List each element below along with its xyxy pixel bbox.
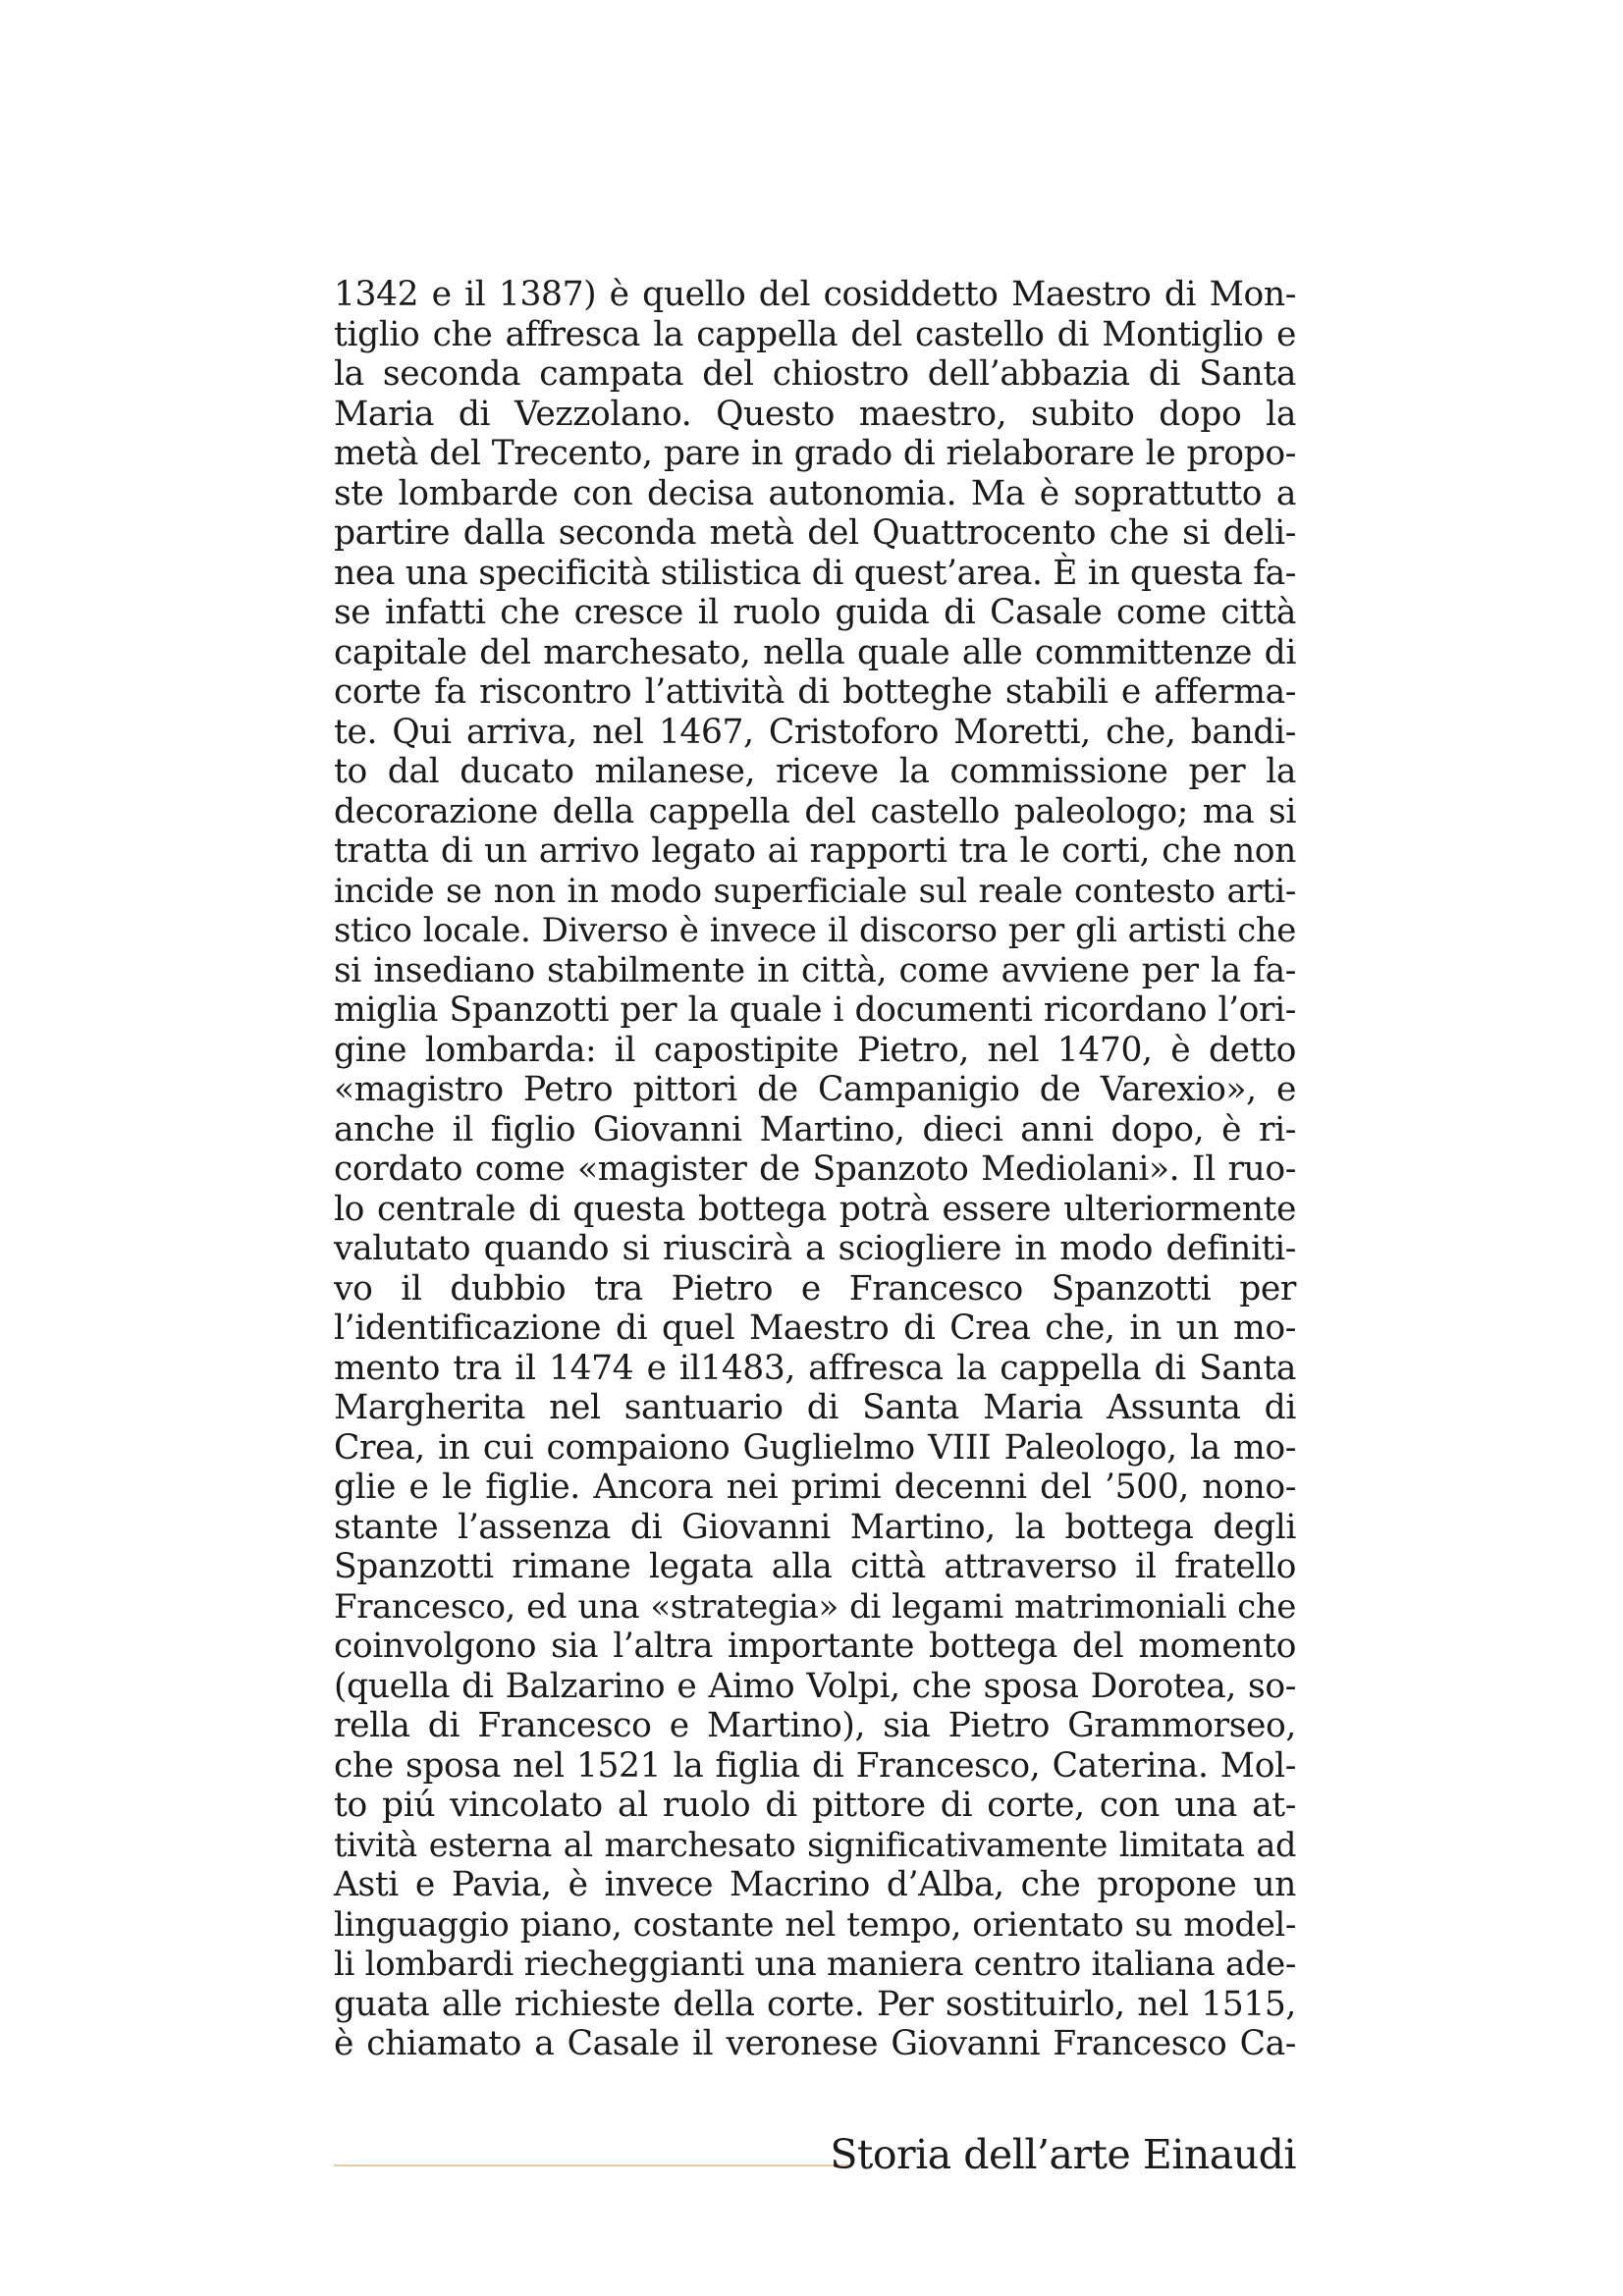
text-line: Asti e Pavia, è invece Macrino d’Alba, che propone un xyxy=(334,1865,1296,1904)
text-line: se infatti che cresce il ruolo guida di Casale come città xyxy=(334,593,1296,632)
text-line: che sposa nel 1521 la figlia di Francesco, Caterina. Mol- xyxy=(334,1745,1296,1786)
text-line: nea una specificità stilistica di quest’area. È in questa fa- xyxy=(334,553,1296,593)
page-footer xyxy=(334,2125,1296,2184)
text-line: guata alle richieste della corte. Per sostituirlo, nel 1515, xyxy=(334,1984,1296,2024)
text-line: tratta di un arrivo legato ai rapporti tra le corti, che non xyxy=(334,831,1296,871)
text-line: Spanzotti rimane legata alla città attraverso il fratello xyxy=(334,1547,1296,1586)
text-line: corte fa riscontro l’attività di botteghe stabili e afferma- xyxy=(334,672,1296,712)
text-line: tività esterna al marchesato significativamente limitata ad xyxy=(334,1825,1296,1864)
text-line: glie e le figlie. Ancora nei primi decenni del ’500, nono- xyxy=(334,1468,1296,1507)
text-line: è chiamato a Casale il veronese Giovanni Francesco Ca- xyxy=(334,2024,1296,2063)
text-line: li lombardi riecheggianti una maniera centro italiana ade- xyxy=(334,1945,1296,1984)
text-line: lo centrale di questa bottega potrà essere ulteriormente xyxy=(334,1189,1296,1229)
footer-rule xyxy=(334,2164,852,2166)
text-line: tiglio che affresca la cappella del castello di Montiglio e xyxy=(334,314,1296,354)
text-line: metà del Trecento, pare in grado di rielaborare le propo- xyxy=(334,434,1296,473)
text-line: valutato quando si riuscirà a sciogliere in modo definiti- xyxy=(334,1229,1296,1268)
text-line: linguaggio piano, costante nel tempo, orientato su model- xyxy=(334,1904,1296,1945)
text-line: Francesco, ed una «strategia» di legami matrimoniali che xyxy=(334,1586,1296,1627)
text-line: «magistro Petro pittori de Campanigio de Varexio», e xyxy=(334,1070,1296,1109)
text-line: Margherita nel santuario di Santa Maria Assunta di xyxy=(334,1388,1296,1427)
text-line: to dal ducato milanese, riceve la commissione per la xyxy=(334,752,1296,791)
text-line: Crea, in cui compaiono Guglielmo VIII Paleologo, la mo- xyxy=(334,1427,1296,1468)
text-line: gine lombarda: il capostipite Pietro, nel 1470, è detto xyxy=(334,1030,1296,1070)
text-line: rella di Francesco e Martino), sia Pietro Grammorseo, xyxy=(334,1706,1296,1745)
text-line: anche il figlio Giovanni Martino, dieci anni dopo, è ri- xyxy=(334,1109,1296,1149)
footer-title: Storia dell’arte Einaudi xyxy=(830,2131,1296,2178)
text-line: cordato come «magister de Spanzoto Mediolani». Il ruo- xyxy=(334,1149,1296,1189)
text-line: l’identificazione di quel Maestro di Crea che, in un mo- xyxy=(334,1308,1296,1348)
text-line: miglia Spanzotti per la quale i documenti ricordano l’ori- xyxy=(334,990,1296,1030)
text-line: ste lombarde con decisa autonomia. Ma è soprattutto a xyxy=(334,473,1296,513)
text-line: partire dalla seconda metà del Quattrocento che si deli- xyxy=(334,513,1296,553)
text-line: si insediano stabilmente in città, come avviene per la fa- xyxy=(334,950,1296,990)
text-line: stico locale. Diverso è invece il discorso per gli artisti che xyxy=(334,911,1296,950)
text-line: incide se non in modo superficiale sul reale contesto arti- xyxy=(334,871,1296,911)
text-line: (quella di Balzarino e Aimo Volpi, che sposa Dorotea, so- xyxy=(334,1666,1296,1706)
body-text xyxy=(334,275,1296,2064)
text-line: capitale del marchesato, nella quale alle committenze di xyxy=(334,632,1296,672)
text-line: la seconda campata del chiostro dell’abbazia di Santa xyxy=(334,354,1296,394)
text-line: vo il dubbio tra Pietro e Francesco Spanzotti per xyxy=(334,1268,1296,1308)
text-line: te. Qui arriva, nel 1467, Cristoforo Moretti, che, bandi- xyxy=(334,712,1296,752)
text-line: 1342 e il 1387) è quello del cosiddetto Maestro di Mon- xyxy=(334,275,1296,314)
text-line: decorazione della cappella del castello paleologo; ma si xyxy=(334,791,1296,831)
text-line: Maria di Vezzolano. Questo maestro, subito dopo la xyxy=(334,394,1296,434)
text-line: mento tra il 1474 e il1483, affresca la cappella di Santa xyxy=(334,1348,1296,1388)
text-line: to piú vincolato al ruolo di pittore di corte, con una at- xyxy=(334,1786,1296,1825)
text-line: stante l’assenza di Giovanni Martino, la bottega degli xyxy=(334,1507,1296,1547)
text-line: coinvolgono sia l’altra importante bottega del momento xyxy=(334,1627,1296,1666)
